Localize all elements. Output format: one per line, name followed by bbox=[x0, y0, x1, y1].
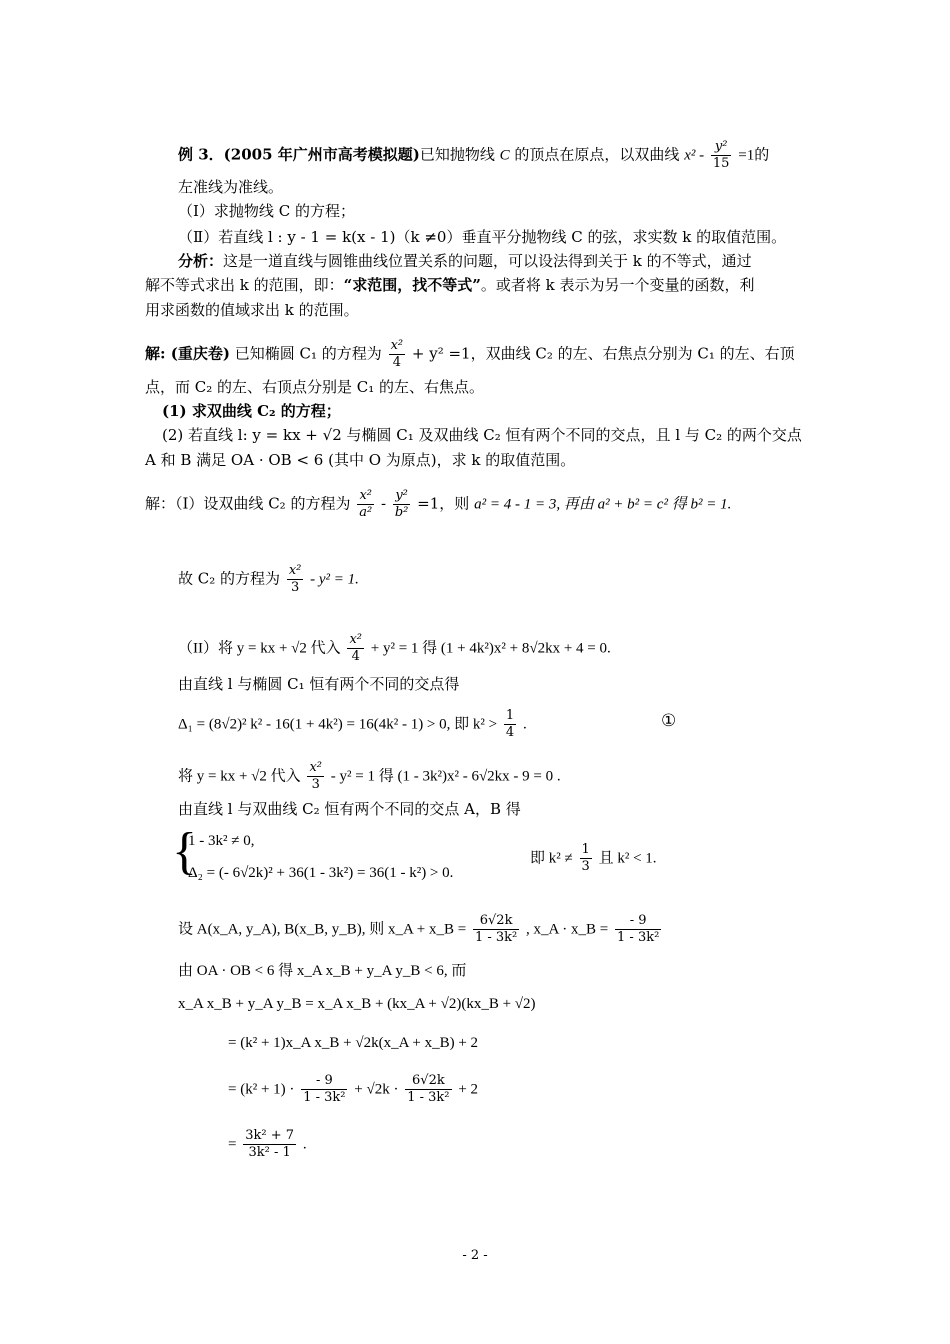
sol-text1c: a² = 4 - 1 = 3, 再由 a² + b² = c² 得 b² = 1. bbox=[474, 496, 732, 513]
sol-frac10-num: - 9 bbox=[301, 1073, 347, 1090]
sol-frac11-den: 1 - 3k² bbox=[407, 1090, 450, 1105]
sol-frac1-num: x² bbox=[357, 488, 374, 505]
sol-frac11-num: 6√2k bbox=[405, 1073, 451, 1090]
sol-frac6 bbox=[307, 760, 324, 793]
sol-text15a: = (k² + 1) · bbox=[228, 1081, 295, 1098]
sol-line6 bbox=[178, 760, 561, 793]
sol-text1b: =1，则 bbox=[417, 494, 470, 513]
sol-frac8 bbox=[473, 913, 519, 946]
sol-frac10-den: 1 - 3k² bbox=[303, 1090, 346, 1105]
system-line1: 1 - 3k² ≠ 0, bbox=[188, 833, 255, 849]
sol-text11a: 设 A(x_A, y_A), B(x_B, y_B), 则 x_A + x_B = bbox=[178, 921, 467, 938]
analysis-text2a: 解不等式求出 k 的范围，即： bbox=[145, 276, 344, 294]
sol-line1 bbox=[145, 488, 731, 521]
cq-part1: (1) 求双曲线 C₂ 的方程； bbox=[162, 402, 341, 420]
system-brace: { bbox=[172, 823, 197, 880]
sol-text1a: 解：（Ⅰ）设双曲线 C₂ 的方程为 bbox=[145, 494, 351, 513]
example3-q1: （Ⅰ）求抛物线 C 的方程； bbox=[178, 202, 355, 220]
eq-rhs: =1 bbox=[738, 147, 755, 164]
sol-line2 bbox=[178, 563, 359, 596]
symbol-c: C bbox=[499, 147, 510, 164]
example3-q2: （Ⅱ）若直线 l : y - 1 = k(x - 1)（k ≠0）垂直平分抛物线 C 的弦，求实数 k 的取值范围。 bbox=[178, 228, 787, 246]
example3-stem: 已知抛物线 bbox=[419, 145, 495, 164]
sol-text3b: + y² = 1 得 (1 + 4k²)x² + 8√2kx + 4 = 0. bbox=[370, 640, 611, 657]
sol-frac2-den: b² bbox=[394, 505, 409, 520]
sol-frac8-num: 6√2k bbox=[473, 913, 519, 930]
sol-text5b: . bbox=[522, 716, 527, 733]
equation-marker-1: ① bbox=[661, 711, 677, 731]
sol-frac5-den: 4 bbox=[505, 725, 515, 740]
sol-frac9-num: - 9 bbox=[615, 913, 661, 930]
cq-fraction bbox=[389, 338, 406, 371]
sol-frac2-num: y² bbox=[393, 488, 411, 505]
sol-frac6-den: 3 bbox=[311, 777, 320, 792]
sol-line16 bbox=[228, 1128, 307, 1161]
sol-frac1-den: a² bbox=[359, 505, 373, 520]
sol-frac1 bbox=[357, 488, 374, 521]
analysis-text2c: 。或者将 k 表示为另一个变量的函数，利 bbox=[480, 276, 755, 294]
sol-text6b: - y² = 1 得 (1 - 3k²)x² - 6√2kx - 9 = 0 . bbox=[330, 768, 561, 785]
example3-label: 例 3．(2005 年广州市高考模拟题) bbox=[178, 145, 420, 164]
sol-line10 bbox=[530, 842, 657, 875]
sol-line7: 由直线 l 与双曲线 C₂ 恒有两个不同的交点 A，B 得 bbox=[178, 800, 521, 818]
sol-frac8-den: 1 - 3k² bbox=[474, 930, 518, 945]
sol-frac5-num: 1 bbox=[505, 708, 515, 723]
sol-frac3-den: 3 bbox=[290, 580, 300, 595]
sol-frac3 bbox=[287, 563, 304, 596]
sol-text16a: = bbox=[228, 1136, 237, 1153]
sol-text2b: - y² = 1. bbox=[310, 571, 359, 588]
sol-frac9 bbox=[615, 913, 661, 946]
cq-text1b: + y² =1，双曲线 C₂ 的左、右焦点分别为 C₁ 的左、右顶 bbox=[411, 344, 795, 363]
sol-text3a: （II）将 y = kx + √2 代入 bbox=[178, 640, 341, 657]
cq-label: 解: (重庆卷) bbox=[145, 344, 230, 363]
eq-num: y² bbox=[711, 139, 732, 156]
sol-text6a: 将 y = kx + √2 代入 bbox=[178, 768, 301, 785]
sol-frac7-num: 1 bbox=[581, 842, 590, 857]
eq-fraction bbox=[711, 139, 732, 172]
sol-line3 bbox=[178, 632, 611, 665]
sol-text2a: 故 C₂ 的方程为 bbox=[178, 569, 281, 588]
sol-frac9-den: 1 - 3k² bbox=[617, 930, 660, 945]
sol-frac11 bbox=[405, 1073, 451, 1106]
sol-line4: 由直线 l 与椭圆 C₁ 恒有两个不同的交点得 bbox=[178, 675, 460, 693]
sol-text10a: 即 k² ≠ bbox=[530, 850, 573, 867]
sol-frac2 bbox=[393, 488, 411, 521]
example3-line2: 左准线为准线。 bbox=[178, 178, 284, 196]
sol-text15c: + 2 bbox=[458, 1081, 479, 1098]
sol-line12: 由 OA · OB < 6 得 x_A x_B + y_A y_B < 6, 而 bbox=[178, 963, 467, 979]
sol-frac5 bbox=[504, 708, 516, 741]
example3-stem-b: 的顶点在原点，以双曲线 bbox=[514, 145, 680, 164]
sol-frac6-num: x² bbox=[309, 760, 322, 775]
sol-minus: - bbox=[380, 494, 387, 513]
sol-line14: = (k² + 1)x_A x_B + √2k(x_A + x_B) + 2 bbox=[228, 1035, 479, 1051]
sol-text15b: + √2k · bbox=[354, 1081, 399, 1098]
sol-line5 bbox=[178, 708, 527, 741]
cq-part2-cont: A 和 B 满足 OA · OB < 6 (其中 O 为原点)，求 k 的取值范围。 bbox=[145, 451, 576, 469]
cq-line1 bbox=[145, 338, 795, 371]
sol-text5a: Δ₁ = (8√2)² k² - 16(1 + 4k²) = 16(4k² - 1) > 0, 即 k² > bbox=[178, 716, 498, 733]
sol-frac7 bbox=[580, 842, 592, 875]
sol-line13: x_A x_B + y_A y_B = x_A x_B + (kx_A + √2)(kx_B + √2) bbox=[178, 996, 536, 1012]
cq-frac-den: 4 bbox=[392, 355, 401, 370]
cq-part2: (2) 若直线 l: y = kx + √2 与椭圆 C₁ 及双曲线 C₂ 恒有两个不同的交点，且 l 与 C₂ 的两个交点 bbox=[162, 426, 802, 444]
sol-frac4 bbox=[347, 632, 364, 665]
analysis-label: 分析： bbox=[178, 252, 224, 270]
sol-frac4-num: x² bbox=[349, 632, 362, 647]
analysis-emphasis: “求范围，找不等式” bbox=[343, 276, 481, 294]
page-number: - 2 - bbox=[462, 1248, 488, 1263]
cq-line2: 点，而 C₂ 的左、右顶点分别是 C₁ 的左、右焦点。 bbox=[145, 378, 485, 396]
eq-den: 15 bbox=[712, 156, 730, 171]
sol-frac10 bbox=[301, 1073, 347, 1106]
sol-text11b: , x_A · x_B = bbox=[526, 921, 609, 938]
sol-frac12 bbox=[243, 1128, 296, 1161]
cq-frac-num: x² bbox=[390, 338, 404, 353]
sol-frac12-den: 3k² - 1 bbox=[248, 1145, 291, 1160]
sol-frac7-den: 3 bbox=[581, 859, 590, 874]
analysis-line3: 用求函数的值域求出 k 的范围。 bbox=[145, 301, 359, 319]
sol-frac4-den: 4 bbox=[351, 649, 360, 664]
analysis-text1: 这是一道直线与圆锥曲线位置关系的问题，可以设法得到关于 k 的不等式，通过 bbox=[223, 252, 752, 270]
sol-line15 bbox=[228, 1073, 478, 1106]
eq-x2: x² - bbox=[684, 147, 705, 164]
analysis-line2 bbox=[145, 274, 755, 296]
sol-line11 bbox=[178, 913, 663, 946]
sol-frac12-num: 3k² + 7 bbox=[245, 1128, 295, 1143]
sol-text16b: . bbox=[302, 1136, 307, 1153]
cq-text1a: 已知椭圆 C₁ 的方程为 bbox=[234, 344, 382, 363]
sol-text10b: 且 k² < 1. bbox=[598, 850, 657, 867]
sol-frac3-num: x² bbox=[288, 563, 302, 578]
example3-stem-c: 的 bbox=[754, 145, 770, 164]
example3-line1 bbox=[178, 139, 769, 172]
analysis-line1 bbox=[178, 250, 752, 272]
system-line2: Δ₂ = (- 6√2k)² + 36(1 - 3k²) = 36(1 - k²) > 0. bbox=[188, 865, 454, 881]
